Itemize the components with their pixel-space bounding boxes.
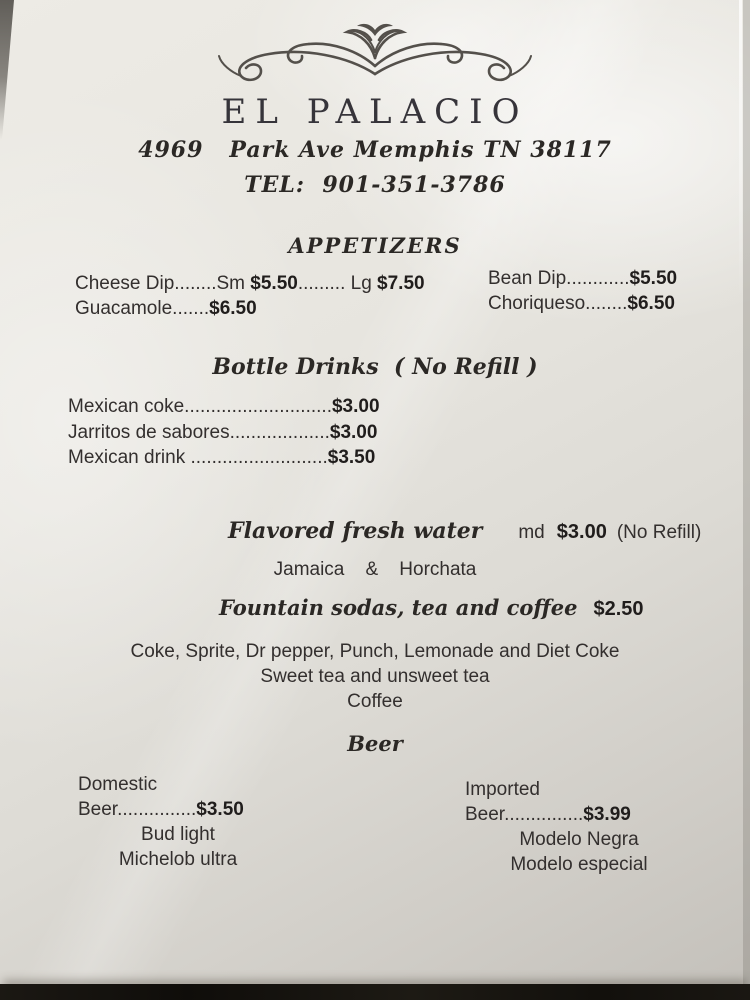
size-label: md xyxy=(518,522,545,543)
item-price: $3.50 xyxy=(196,799,244,820)
no-refill-note: (No Refill) xyxy=(616,522,702,543)
fountain-sodas-heading: Fountain sodas, tea and coffee xyxy=(219,595,578,620)
restaurant-address: 4969 Park Ave Memphis TN 38117 xyxy=(138,137,612,163)
item-label: Mexican coke xyxy=(68,396,185,417)
item-label: Domestic Beer xyxy=(78,774,158,820)
item-label: Bean Dip xyxy=(488,268,567,289)
fountain-sodas-line xyxy=(219,595,644,621)
item-price: $6.50 xyxy=(627,293,675,314)
item-price: $6.50 xyxy=(209,298,257,319)
item-label: Choriqueso xyxy=(488,293,586,314)
menu-item-choriqueso xyxy=(488,291,677,316)
dot-leader: ............... xyxy=(504,804,584,825)
domestic-beer-block xyxy=(78,772,278,872)
imported-beer-block xyxy=(465,777,693,877)
item-label: Jarritos de sabores xyxy=(68,421,230,443)
item-label: Guacamole xyxy=(75,298,173,319)
beer-heading: Beer xyxy=(347,731,403,756)
item-price-large: $7.50 xyxy=(377,273,425,294)
restaurant-name: EL PALACIO xyxy=(221,92,529,132)
item-price: $3.50 xyxy=(327,447,376,468)
bottle-drinks-list xyxy=(68,394,380,471)
item-label: Imported Beer xyxy=(465,779,540,825)
appetizers-right-column xyxy=(488,266,677,316)
item-label: ......... Lg xyxy=(297,273,378,294)
fountain-flavors-line-3: Coffee xyxy=(347,691,403,712)
menu-item-jarritos xyxy=(68,420,380,446)
menu-item-imported-beer xyxy=(465,777,693,827)
bottle-drinks-heading: Bottle Drinks ( No Refill ) xyxy=(212,354,538,380)
flavored-water-line xyxy=(228,518,701,544)
menu-item-domestic-beer xyxy=(78,772,278,822)
fountain-flavors-line-1: Coke, Sprite, Dr pepper, Punch, Lemonade and Diet Coke xyxy=(130,641,620,662)
item-price: $3.99 xyxy=(583,804,631,825)
menu-item-mexican-coke xyxy=(68,394,380,420)
flavored-water-flavors: Jamaica & Horchata xyxy=(273,559,477,580)
beer-brand: Bud light xyxy=(141,824,215,845)
dot-leader: ............... xyxy=(117,799,197,820)
sleeve-edge xyxy=(743,0,750,1000)
dot-leader: ................... xyxy=(229,421,330,443)
menu-item-mexican-drink xyxy=(68,445,380,471)
menu-item-cheese-dip xyxy=(75,271,425,296)
appetizers-left-column xyxy=(75,271,425,321)
beer-brand: Modelo especial xyxy=(510,854,648,875)
item-label: Cheese Dip........Sm xyxy=(75,273,251,294)
item-price: $3.00 xyxy=(329,421,378,443)
dot-leader: ............ xyxy=(566,268,630,289)
appetizers-heading: APPETIZERS xyxy=(288,233,462,258)
decorative-flourish-icon xyxy=(213,22,537,96)
flavored-water-heading: Flavored fresh water xyxy=(228,518,483,544)
item-price: $3.00 xyxy=(556,521,607,543)
menu-item-guacamole xyxy=(75,296,425,321)
item-price: $2.50 xyxy=(593,598,644,620)
table-edge-band xyxy=(0,984,750,1000)
fountain-flavors-line-2: Sweet tea and unsweet tea xyxy=(260,666,490,687)
dot-leader: .......................... xyxy=(190,447,328,468)
dot-leader: ....... xyxy=(172,298,210,319)
item-price: $5.50 xyxy=(629,268,678,289)
sleeve-glare xyxy=(739,0,742,300)
menu-item-bean-dip xyxy=(488,266,677,291)
item-price: $3.00 xyxy=(331,396,380,417)
item-label: Mexican drink xyxy=(68,447,191,468)
beer-brand: Modelo Negra xyxy=(519,829,639,850)
dot-leader: ............................ xyxy=(184,396,332,417)
dot-leader: ........ xyxy=(585,293,628,314)
item-price-small: $5.50 xyxy=(250,273,298,294)
beer-brand: Michelob ultra xyxy=(118,849,238,870)
restaurant-phone: TEL: 901-351-3786 xyxy=(244,172,506,198)
